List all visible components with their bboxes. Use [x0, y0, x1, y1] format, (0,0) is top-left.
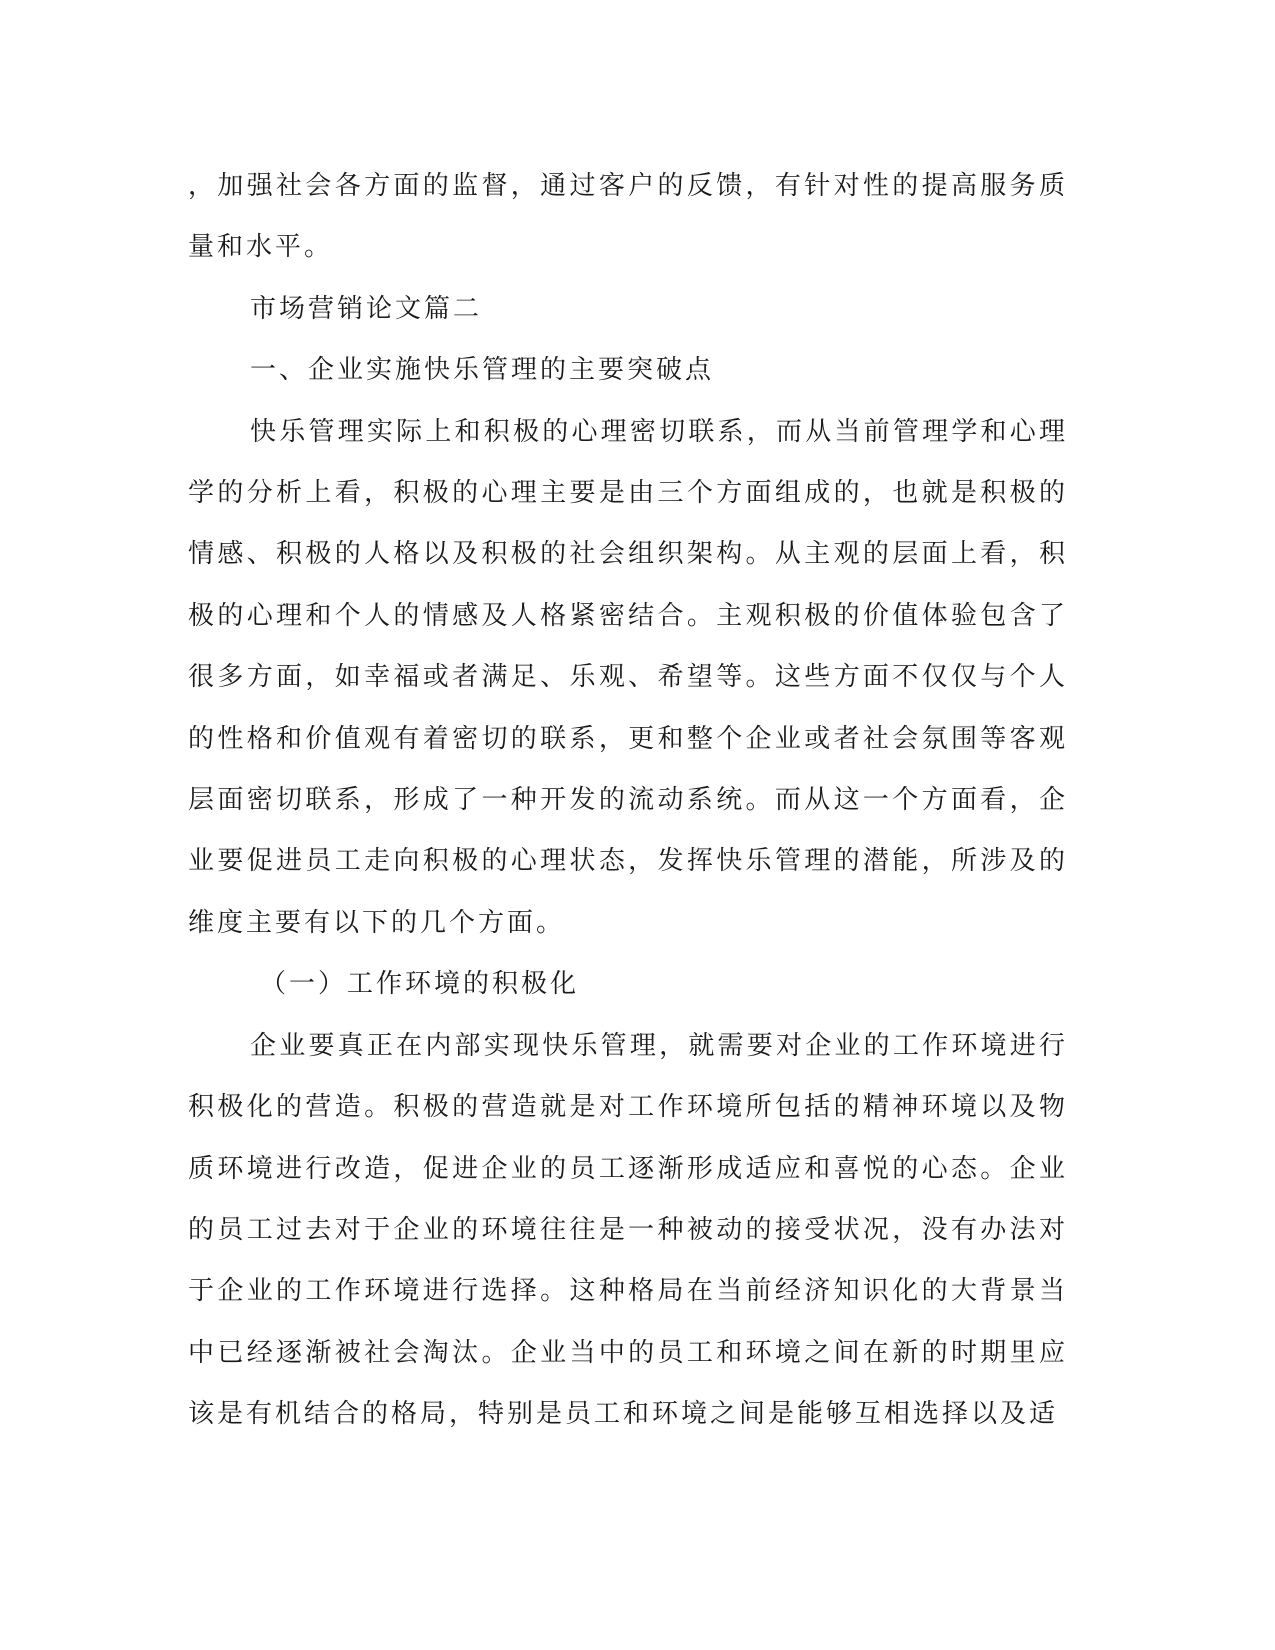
heading-level-2: （一）工作环境的积极化	[260, 969, 580, 1000]
document-body	[188, 156, 1068, 1446]
body-paragraph: 企业要真正在内部实现快乐管理，就需要对企业的工作环境进行积极化的营造。积极的营造就是对工作环境所包括的精神环境以及物质环境进行改造，促进企业的员工逐渐形成适应和喜悦的心态。企业的员工过去对于企业的环境往往是一种被动的接受状况，没有办法对于企业的工作环境进行选择。这种格局在当前经济知识化的大背景当中已经逐渐被社会淘汰。企业当中的员工和环境之间在新的时期里应该是有机结合的格局，特别是员工和环境之间是能够互相选择以及适	[188, 1030, 1068, 1430]
section-title: 市场营销论文篇二	[250, 293, 483, 324]
body-paragraph: 快乐管理实际上和积极的心理密切联系，而从当前管理学和心理学的分析上看，积极的心理主要是由三个方面组成的，也就是积极的情感、积极的人格以及积极的社会组织架构。从主观的层面上看，积极的心理和个人的情感及人格紧密结合。主观积极的价值体验包含了很多方面，如幸福或者满足、乐观、希望等。这些方面不仅仅与个人的性格和价值观有着密切的联系，更和整个企业或者社会氛围等客观层面密切联系，形成了一种开发的流动系统。而从这一个方面看，企业要促进员工走向积极的心理状态，发挥快乐管理的潜能，所涉及的维度主要有以下的几个方面。	[188, 416, 1068, 938]
paragraph-continuation: ，加强社会各方面的监督，通过客户的反馈，有针对性的提高服务质量和水平。	[188, 171, 1068, 263]
heading-level-1: 一、企业实施快乐管理的主要突破点	[250, 355, 715, 386]
